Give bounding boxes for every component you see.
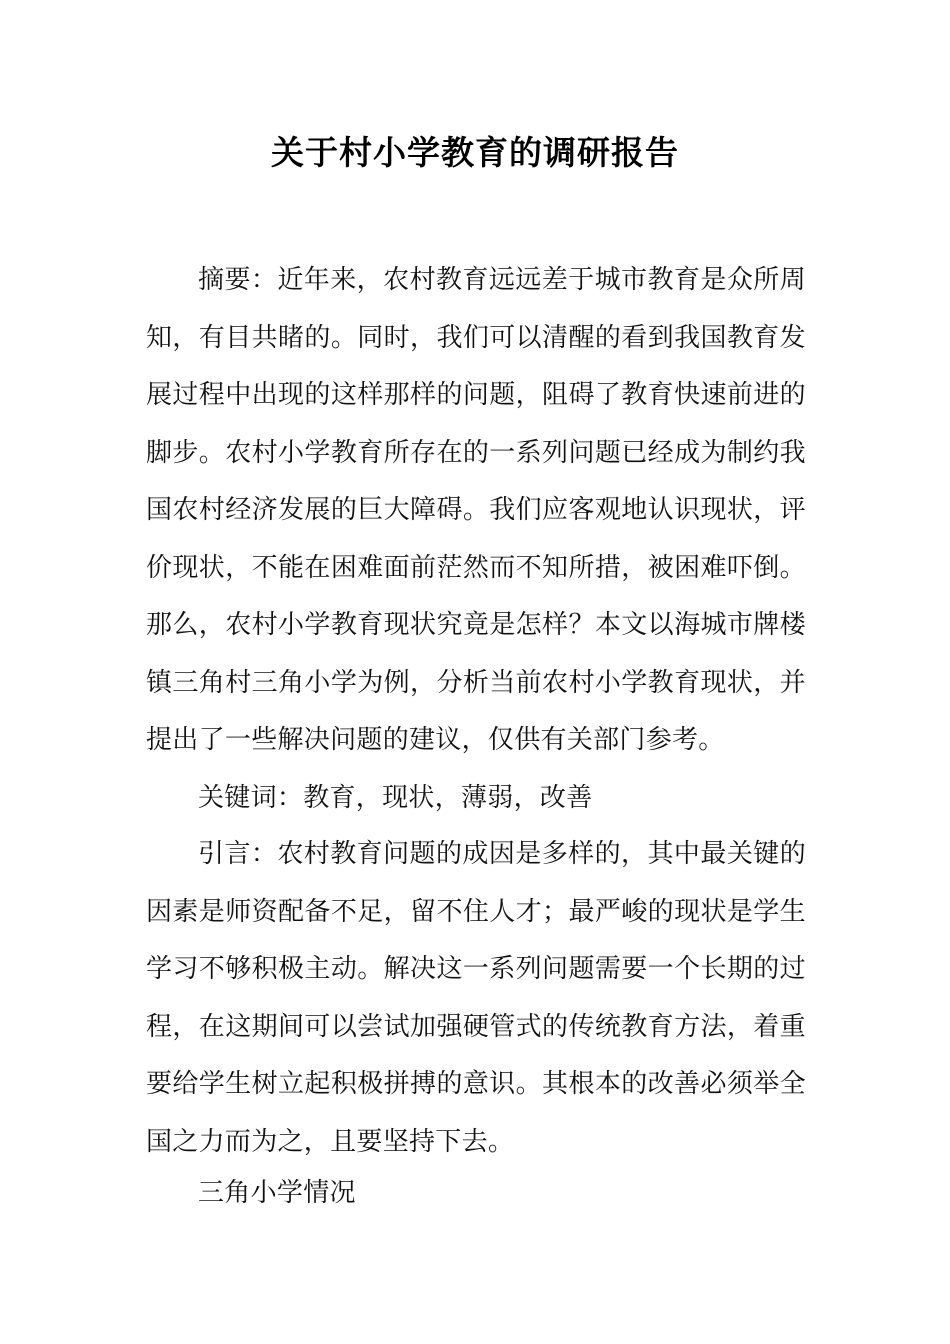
document-title: 关于村小学教育的调研报告 xyxy=(271,133,679,172)
section-heading: 三角小学情况 xyxy=(198,1178,356,1208)
keywords-paragraph: 关键词：教育，现状，薄弱，改善 xyxy=(198,783,593,813)
introduction-paragraph: 引言：农村教育问题的成因是多样的，其中最关键的因素是师资配备不足，留不住人才；最严峻的现状是学生学习不够积极主动。解决这一系列问题需要一个长期的过程，在这期间可以尝试加强硬管式的传统教育方法，着重要给学生树立起积极拼搏的意识。其根本的改善必须举全国之力而为之，且要坚持下去。 xyxy=(146,839,806,1157)
abstract-paragraph: 摘要：近年来，农村教育远远差于城市教育是众所周知，有目共睹的。同时，我们可以清醒的看到我国教育发展过程中出现的这样那样的问题，阻碍了教育快速前进的脚步。农村小学教育所存在的一系列问题已经成为制约我国农村经济发展的巨大障碍。我们应客观地认识现状，评价现状，不能在困难面前茫然而不知所措，被困难吓倒。那么，农村小学教育现状究竟是怎样？本文以海城市牌楼镇三角村三角小学为例，分析当前农村小学教育现状，并提出了一些解决问题的建议，仅供有关部门参考。 xyxy=(146,265,806,755)
